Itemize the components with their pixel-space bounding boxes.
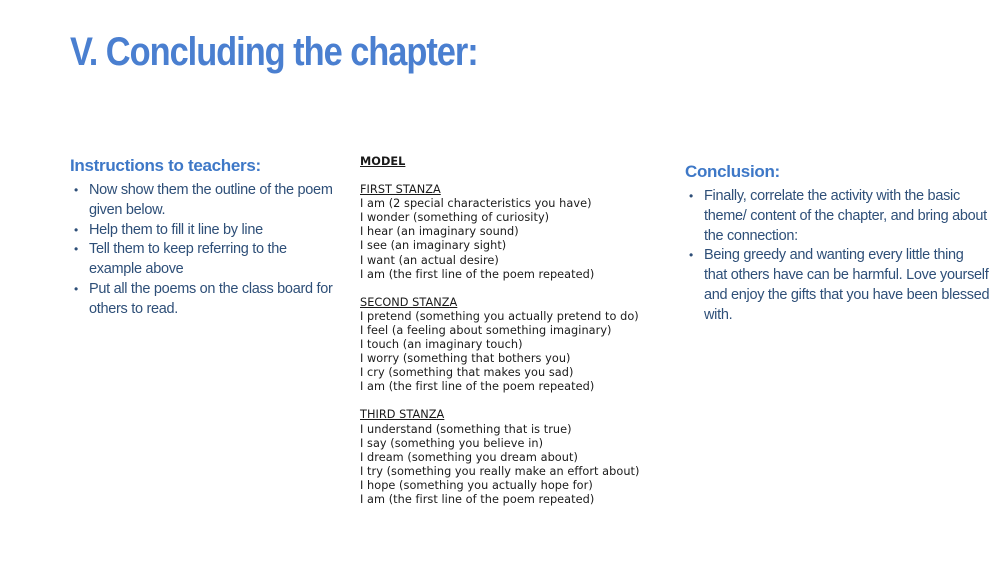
stanza-line: I wonder (something of curiosity) (360, 211, 550, 225)
stanza-line: I am (2 special characteristics you have) (360, 197, 592, 211)
stanza-line: I see (an imaginary sight) (360, 239, 507, 253)
model-label: MODEL (360, 155, 406, 168)
conclusion-text: Being greedy and wanting every little thing that others have can be harmful. Love yourself and enjoy the gifts that you have been blessed with. (704, 247, 990, 323)
teacher-instructions (70, 156, 338, 320)
bullet-icon: • (689, 189, 693, 203)
stanza-third (360, 408, 660, 507)
list-item (685, 246, 990, 325)
poem-model-image (360, 155, 660, 521)
stanza-line: I say (something you believe in) (360, 436, 544, 450)
instructions-heading: Instructions to teachers: (70, 156, 261, 175)
stanza-line: I worry (something that bothers you) (360, 352, 571, 366)
stanza-title: THIRD STANZA (360, 408, 445, 422)
bullet-icon: • (74, 281, 78, 296)
bullet-icon: • (74, 222, 78, 237)
stanza-line: I feel (a feeling about something imaginary) (360, 323, 612, 337)
list-item (70, 221, 338, 241)
stanza-line: I pretend (something you actually pretend to do) (360, 309, 639, 323)
instruction-text: Put all the poems on the class board for others to read. (89, 280, 333, 317)
stanza-first (360, 183, 660, 282)
conclusion-heading: Conclusion: (685, 162, 780, 181)
bullet-icon: • (74, 183, 78, 197)
conclusion-section (685, 162, 990, 326)
conclusion-text: Finally, correlate the activity with the basic theme/ content of the chapter, and bring about the connection: (704, 188, 987, 244)
instruction-text: Now show them the outline of the poem given below. (89, 182, 333, 218)
stanza-title: FIRST STANZA (360, 183, 441, 197)
instruction-text: Tell them to keep referring to the example above (89, 241, 287, 278)
stanza-line: I hope (something you actually hope for) (360, 478, 593, 492)
stanza-line: I want (an actual desire) (360, 253, 499, 267)
stanza-line: I am (the first line of the poem repeated) (360, 267, 595, 281)
slide-title: V. Concluding the chapter: (70, 30, 478, 74)
bullet-icon: • (74, 242, 78, 257)
stanza-title: SECOND STANZA (360, 295, 458, 309)
instructions-list (70, 181, 338, 320)
stanza-line: I hear (an imaginary sound) (360, 225, 519, 239)
stanza-line: I am (the first line of the poem repeated) (360, 380, 595, 394)
conclusion-list (685, 187, 990, 326)
stanza-line: I am (the first line of the poem repeated) (360, 492, 595, 506)
stanza-line: I understand (something that is true) (360, 422, 572, 436)
stanza-line: I cry (something that makes you sad) (360, 366, 574, 380)
list-item (70, 181, 338, 221)
stanza-line: I touch (an imaginary touch) (360, 338, 523, 352)
bullet-icon: • (689, 248, 693, 263)
stanza-line: I dream (something you dream about) (360, 450, 578, 464)
list-item (70, 240, 338, 280)
stanza-line: I try (something you really make an effort about) (360, 464, 640, 478)
instruction-text: Help them to fill it line by line (89, 221, 263, 238)
list-item (685, 187, 990, 246)
stanza-second (360, 296, 660, 395)
list-item (70, 280, 338, 320)
